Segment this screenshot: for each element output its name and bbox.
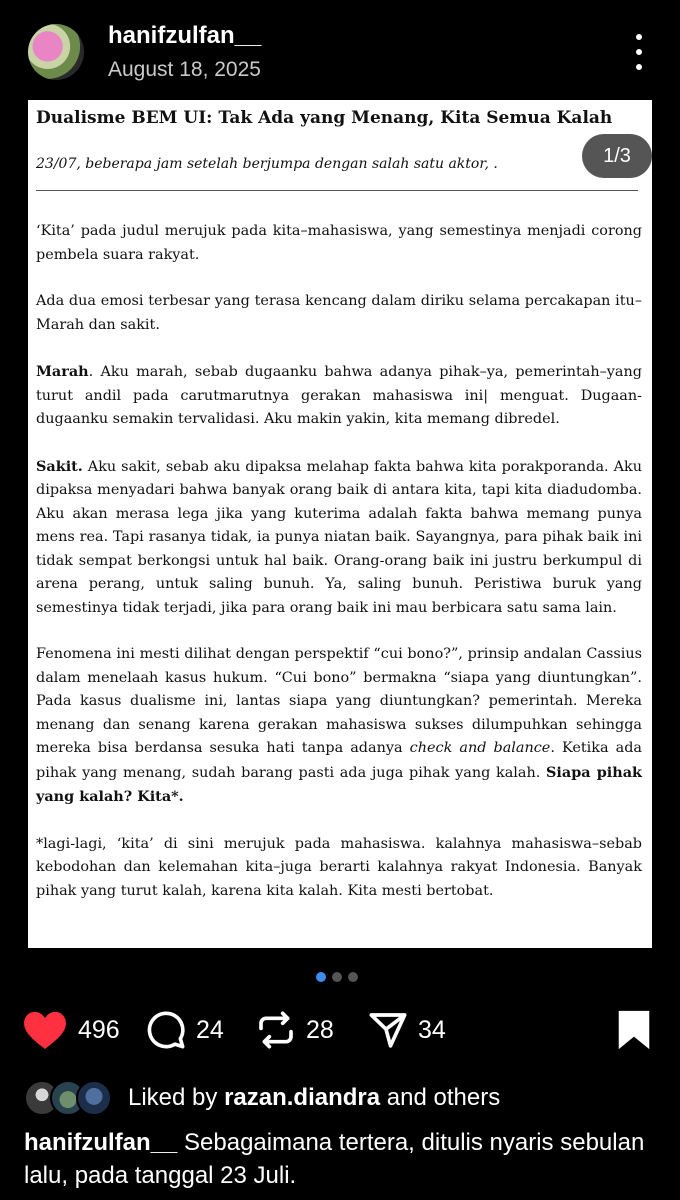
paragraph-5-bold: Siapa pihak yang kalah? Kita*. xyxy=(36,763,642,805)
carousel-dot xyxy=(332,972,342,982)
paragraph-3-lead: Marah xyxy=(36,363,89,380)
like-button[interactable] xyxy=(22,1011,120,1049)
carousel-dot xyxy=(348,972,358,982)
caption-text: Sebagaimana tertera, ditulis nyaris sebulan lalu, pada tanggal 23 Juli. xyxy=(24,1129,645,1189)
comment-count: 24 xyxy=(196,1015,224,1044)
share-icon xyxy=(368,1010,408,1050)
post-date: August 18, 2025 xyxy=(108,58,261,81)
liked-by-prefix: Liked by xyxy=(128,1084,225,1111)
avatar xyxy=(76,1080,112,1116)
paragraph-5-text-b: . Ketika ada pihak yang menang, sudah barang pasti ada juga pihak yang kalah. xyxy=(36,740,642,781)
caption-username[interactable]: hanifzulfan__ xyxy=(24,1129,178,1156)
heart-icon xyxy=(22,1010,68,1050)
page-indicator: 1/3 xyxy=(582,134,652,178)
divider xyxy=(36,190,638,191)
avatar[interactable] xyxy=(28,24,84,80)
action-bar xyxy=(22,1005,662,1055)
paragraph-3 xyxy=(36,360,642,432)
bookmark-button[interactable] xyxy=(616,1009,652,1056)
paragraph-1: ‘Kita’ pada judul merujuk pada kita–mahasiswa, yang semestinya menjadi corong pembela suara rakyat. xyxy=(36,223,642,263)
paragraph-5-italic: check and balance xyxy=(409,740,551,756)
liker-avatars xyxy=(24,1080,116,1116)
paragraph-5-text-a: Fenomena ini mesti dilihat dengan perspektif “cui bono?”, prinsip andalan Cassius dalam menelaah kasus hukum. “Cui bono” bermakna “siapa yang diuntungkan”. Pada kasus dualisme ini, lantas siapa yang diuntungkan? pemerintah. Mereka menang dan senang karena gerakan mahasiswa sukses dilumpuhkan sehingga mereka bisa berdansa sesuka hati tanpa adanya xyxy=(36,646,642,756)
like-count: 496 xyxy=(78,1015,120,1044)
bookmark-icon xyxy=(616,1009,652,1051)
comment-button[interactable] xyxy=(146,1011,224,1049)
paragraph-6: *lagi-lagi, ‘kita’ di sini merujuk pada mahasiswa. kalahnya mahasiswa–sebab kebodohan dan kelemahan kita–juga berarti kalahnya rakyat Indonesia. Banyak pihak yang turut kalah, karena kita kalah. Kita mesti bertobat. xyxy=(36,835,642,899)
post-username[interactable]: hanifzulfan__ xyxy=(108,22,262,49)
more-vertical-icon[interactable] xyxy=(627,34,651,70)
paragraph-4-text: Aku sakit, sebab aku dipaksa melahap fakta bahwa kita porakporanda. Aku dipaksa menyadari bahwa banyak orang baik di antara kita, tapi kita diadudomba. Aku akan merasa lega jika yang kuterima adalah fakta bahwa memang punya mens rea. Tapi rasanya tidak, ia punya niatan baik. Sayangnya, para pihak baik ini tidak sempat berkongsi untuk hal baik. Orang-orang baik ini justru berkumpul di arena perang, untuk saling bunuh. Ya, saling bunuh. Peristiwa buruk yang semestinya tidak terjadi, jika para orang baik ini mau berbicara satu sama lain. xyxy=(36,458,642,616)
comment-icon xyxy=(146,1010,186,1050)
document-body xyxy=(36,220,642,926)
carousel-dot-active xyxy=(316,972,326,982)
document-title: Dualisme BEM UI: Tak Ada yang Menang, Kita Semua Kalah xyxy=(36,108,613,128)
document-subtitle: 23/07, beberapa jam setelah berjumpa dengan salah satu aktor, . xyxy=(36,156,498,172)
share-button[interactable] xyxy=(368,1011,446,1049)
liked-by[interactable] xyxy=(24,1078,500,1118)
post-header xyxy=(0,0,680,100)
post-image[interactable] xyxy=(28,100,652,948)
carousel-indicator xyxy=(316,972,358,982)
repost-count: 28 xyxy=(306,1015,334,1044)
paragraph-5 xyxy=(36,643,642,810)
liked-by-user[interactable]: razan.diandra xyxy=(224,1084,381,1111)
repost-icon xyxy=(256,1010,296,1050)
share-count: 34 xyxy=(418,1015,446,1044)
paragraph-4 xyxy=(36,455,642,621)
paragraph-3-text: . Aku marah, sebab dugaanku bahwa adanya pihak–ya, pemerintah–yang turut andil pada carutmarutnya gerakan mahasiswa ini| menguat. Dugaan-dugaanku semakin tervalidasi. Aku makin yakin, kita memang dibredel. xyxy=(36,364,642,427)
repost-button[interactable] xyxy=(256,1011,334,1049)
paragraph-4-lead: Sakit. xyxy=(36,457,83,475)
paragraph-2: Ada dua emosi terbesar yang terasa kencang dalam diriku selama percakapan itu–Marah dan sakit. xyxy=(36,293,642,333)
liked-by-suffix: and others xyxy=(380,1084,501,1111)
liked-by-text xyxy=(128,1084,500,1112)
post-caption xyxy=(24,1126,654,1192)
